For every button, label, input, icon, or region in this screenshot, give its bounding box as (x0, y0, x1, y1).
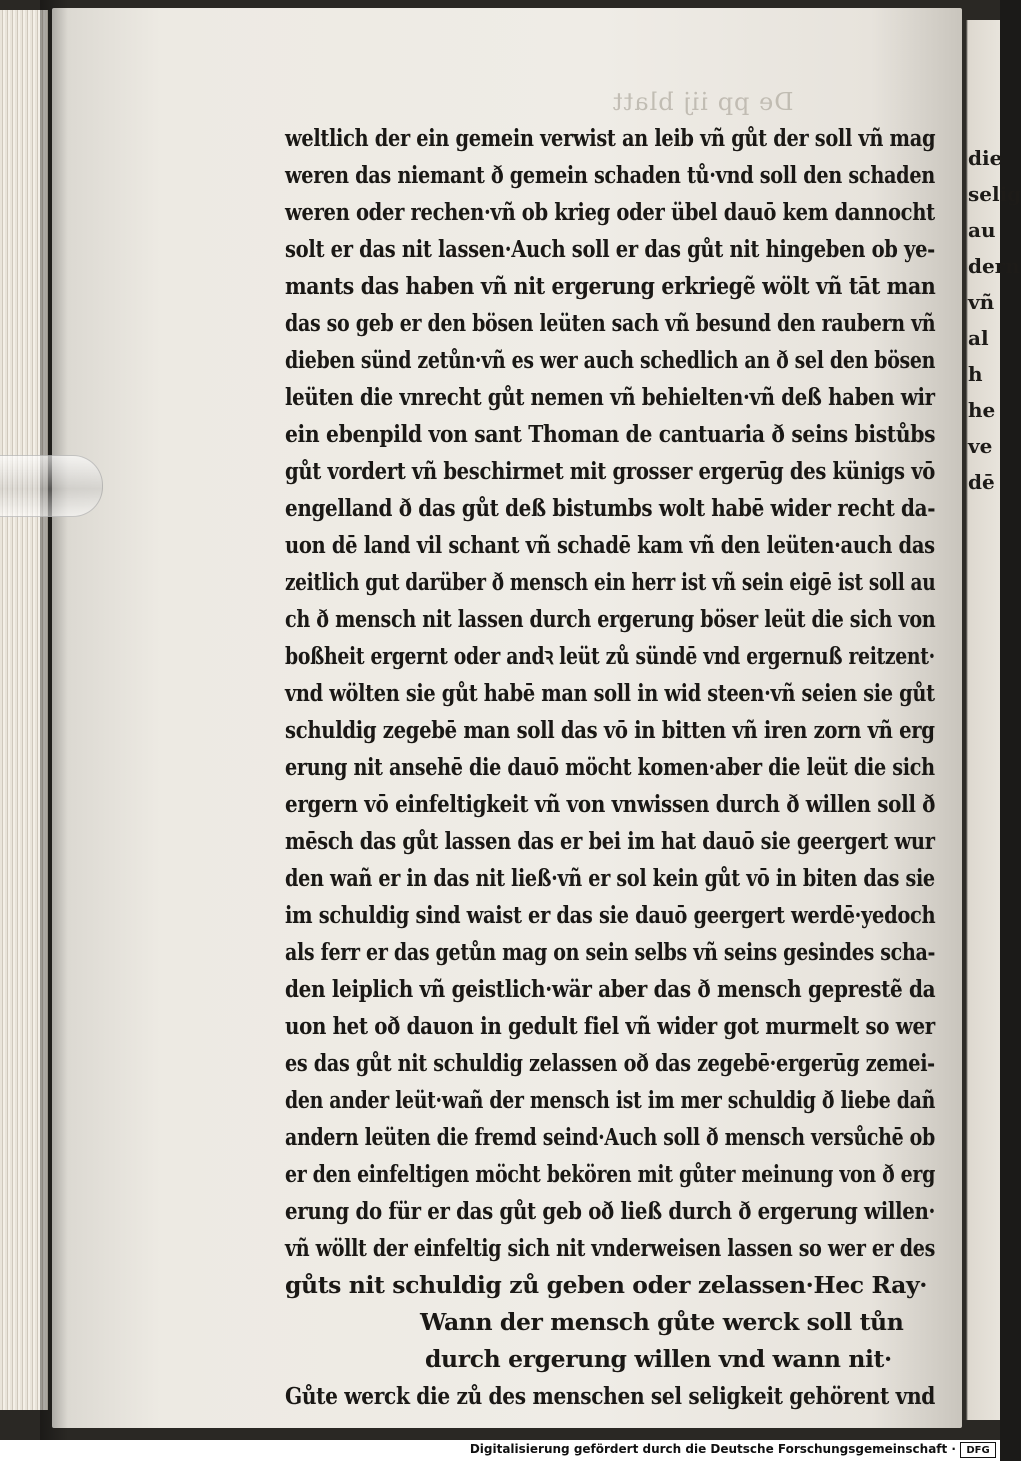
facing-page-fragment: ve (968, 434, 993, 458)
text-line: als ferr er das getůn mag on sein selbs vñ seins gesindes scha- (285, 938, 936, 966)
text-line: weren das niemant ð gemein schaden tů·vnd soll den schaden (285, 161, 935, 189)
text-line: andern leüten die fremd seind·Auch soll ð mensch versůchē ob (285, 1123, 935, 1151)
facing-page-fragment: dern (968, 254, 1020, 278)
text-line: weren oder rechen·vñ ob krieg oder übel dauō kem dannocht (285, 198, 935, 226)
text-line: ein ebenpild von sant Thoman de cantuaria ð seins bistůbs (285, 420, 936, 448)
section-heading-line-2: durch ergerung willen vnd wann nit· (425, 1345, 892, 1373)
text-line: mants das haben vñ nit ergerung erkriegẽ wölt vñ tāt man (285, 272, 936, 300)
text-line: vñ wöllt der einfeltig sich nit vnderweisen lassen so wer er des (285, 1234, 936, 1262)
text-line: im schuldig sind waist er das sie dauō geergert werdē·yedoch (285, 901, 936, 929)
page-clip (0, 455, 103, 517)
text-line: dieben sünd zetůn·vñ es wer auch schedlich an ð sel den bösen (285, 346, 936, 374)
text-line: das so geb er den bösen leüten sach vñ besund den raubern vñ (285, 309, 936, 337)
text-line: vnd wölten sie gůt habē man soll in wid steen·vñ seien sie gůt (285, 679, 935, 707)
text-line: den ander leüt·wañ der mensch ist im mer schuldig ð liebe dañ (285, 1086, 936, 1114)
footer-credit: Digitalisierung gefördert durch die Deutsche Forschungsgemeinschaft · (469, 1442, 956, 1456)
text-line: uon het oð dauon in gedult fiel vñ wider got murmelt so wer (285, 1012, 935, 1040)
text-line: mēsch das gůt lassen das er bei im hat dauō sie geergert wur (285, 827, 935, 855)
running-head-bleedthrough: De pp iij blatt (612, 88, 794, 116)
text-line: den leiplich vñ geistlich·wär aber das ð mensch geprestẽ da (285, 975, 936, 1003)
text-line: uon dē land vil schant vñ schadē kam vñ den leüten·auch das (285, 531, 935, 559)
text-line: boßheit ergernt oder andꝛ leüt zů sündē vnd ergernuß reitzent· (285, 642, 935, 670)
text-line: den wañ er in das nit ließ·vñ er sol kein gůt vō in biten das sie (285, 864, 935, 892)
section-first-line: Gůte werck die zů des menschen sel seligkeit gehörent vnd (285, 1382, 936, 1410)
text-line: erung do für er das gůt geb oð ließ durch ð ergerung willen· (285, 1197, 936, 1225)
facing-page-fragments (968, 140, 1021, 500)
spine-shadow (40, 0, 68, 1440)
text-line: gůts nit schuldig zů geben oder zelassen·Hec Ray· (285, 1271, 928, 1299)
body-text (285, 120, 935, 1304)
text-line: ch ð mensch nit lassen durch ergerung böser leüt die sich von (285, 605, 936, 633)
text-line: schuldig zegebē man soll das vō in bitten vñ iren zorn vñ erg (285, 716, 935, 744)
facing-page-fragment: vñ (968, 290, 995, 314)
facing-page-fragment: dē (968, 470, 995, 494)
text-line: erung nit ansehē die dauō möcht komen·aber die leüt die sich (285, 753, 935, 781)
text-line: er den einfeltigen möcht bekören mit gůter meinung von ð erg (285, 1160, 936, 1188)
facing-page-fragment: h (968, 362, 983, 386)
text-line: solt er das nit lassen·Auch soll er das gůt nit hingeben ob ye- (285, 235, 935, 263)
facing-page-fragment: au (968, 218, 996, 242)
text-line: engelland ð das gůt deß bistumbs wolt habē wider recht da- (285, 494, 936, 522)
section-heading-line-1: Wann der mensch gůte werck soll tůn (420, 1308, 904, 1336)
facing-page-edge (962, 20, 1021, 1420)
footer-bar (0, 1440, 1000, 1461)
text-line: es das gůt nit schuldig zelassen oð das zegebē·ergerūg zemei- (285, 1049, 935, 1077)
text-line: ergern vō einfeltigkeit vñ von vnwissen durch ð willen soll ð (285, 790, 936, 818)
text-line: weltlich der ein gemein verwist an leib vñ gůt der soll vñ mag (285, 124, 936, 152)
text-line: leüten die vnrecht gůt nemen vñ behielten·vñ deß haben wir (285, 383, 935, 411)
facing-page-fragment: he (968, 398, 996, 422)
facing-page-fragment: al (968, 326, 989, 350)
facing-page-fragment: selig (968, 182, 1021, 206)
text-line: gůt vordert vñ beschirmet mit grosser ergerūg des künigs vō (285, 457, 935, 485)
page-text-block (285, 120, 935, 1415)
dfg-logo: DFG (960, 1442, 996, 1458)
facing-page-fragment: die (968, 146, 1003, 170)
text-line: zeitlich gut darüber ð mensch ein herr ist vñ sein eigē ist soll au (285, 568, 936, 596)
